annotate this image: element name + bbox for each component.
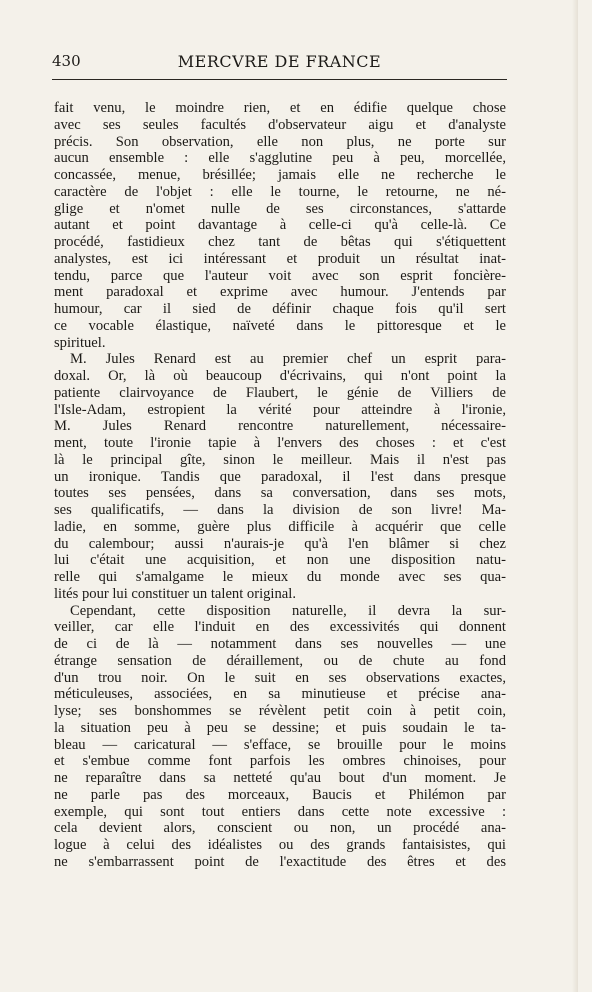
text-line: aucun ensemble : elle s'agglutine peu à peu, morcellée,: [54, 150, 506, 167]
header-rule: [52, 79, 507, 80]
text-line: relle qui s'amalgame le mieux du monde avec ses qua-: [54, 569, 506, 585]
text-line: glige et n'omet nulle de ses circonstances, s'attarde: [54, 200, 506, 217]
text-line: toutes ses pensées, dans sa conversation, dans ses mots,: [54, 485, 506, 502]
text-line: cela devient alors, conscient ou non, un procédé ana-: [54, 820, 506, 837]
body-text: [54, 100, 506, 871]
text-line: exemple, qui sont tout entiers dans cette note excessive :: [54, 803, 506, 820]
text-line: M. Jules Renard est au premier chef un esprit para-: [70, 351, 506, 368]
text-line: autant et point davantage à celle-ci qu'à celle-là. Ce: [54, 217, 506, 234]
text-line: ladie, en somme, guère plus difficile à acquérir que celle: [54, 518, 506, 535]
text-line: méticuleuses, associées, en sa minutieuse et précise ana-: [54, 686, 506, 703]
text-line: d'un trou noir. On le suit en ses observations exactes,: [54, 669, 506, 686]
running-title: MERCVRE DE FRANCE: [177, 52, 382, 71]
text-line: avec ses seules facultés d'observateur aigu et d'analyste: [54, 116, 506, 133]
text-line: ne reparaître dans sa netteté qu'au bout d'un moment. Je: [54, 770, 506, 786]
text-line: la situation peu à peu se dessine; et puis soudain le ta-: [54, 719, 506, 736]
page-edge-shadow: [572, 0, 578, 992]
text-line: précis. Son observation, elle non plus, ne porte sur: [54, 133, 506, 150]
text-line: ment paradoxal et exprime avec humour. J'entends par: [54, 284, 506, 301]
text-line: étrange sensation de déraillement, ou de chute au fond: [54, 652, 506, 669]
text-line: logue à celui des idéalistes ou des grands fantaisistes, qui: [54, 837, 506, 853]
text-line: caractère de l'objet : elle le tourne, le retourne, ne né-: [54, 183, 506, 200]
text-line: concassée, menue, brésillée; jamais elle ne recherche le: [54, 167, 506, 183]
text-line: lui c'était une acquisition, et non une disposition natu-: [54, 552, 506, 569]
text-line: un ironique. Tandis que paradoxal, il l'est dans presque: [54, 468, 506, 485]
text-line: spirituel.: [54, 334, 106, 351]
text-line: lyse; ses bonshommes se révèlent petit coin à petit coin,: [54, 703, 506, 719]
text-line: doxal. Or, là où beaucoup d'écrivains, qui n'ont point la: [54, 368, 506, 384]
page-number: 430: [52, 52, 81, 70]
text-line: lités pour lui constituer un talent original.: [54, 585, 296, 602]
text-line: ne parle pas des morceaux, Baucis et Philémon par: [54, 786, 506, 803]
text-line: M. Jules Renard rencontre naturellement, nécessaire-: [54, 418, 506, 435]
page-header: [52, 52, 507, 80]
text-line: ne s'embarrassent point de l'exactitude des êtres et des: [54, 853, 506, 870]
text-line: fait venu, le moindre rien, et en édifie quelque chose: [54, 100, 506, 116]
text-line: l'Isle-Adam, estropient la vérité pour atteindre à l'ironie,: [54, 401, 506, 418]
text-line: là le principal gîte, sinon le meilleur. Mais il n'est pas: [54, 451, 506, 468]
text-line: ment, toute l'ironie tapie à l'envers des choses : et c'est: [54, 435, 506, 451]
text-line: ce vocable élastique, naïveté dans le pittoresque et le: [54, 317, 506, 334]
text-line: du calembour; aussi n'aurais-je qu'à l'en blâmer si chez: [54, 535, 506, 552]
text-line: bleau — caricatural — s'efface, se brouille pour le moins: [54, 736, 506, 753]
text-line: patiente clairvoyance de Flaubert, le génie de Villiers de: [54, 384, 506, 401]
text-line: procédé, fastidieux chez tant de bêtas qui s'étiquettent: [54, 234, 506, 250]
text-line: humour, car il sied de définir chaque fois qu'il sert: [54, 301, 506, 317]
text-line: Cependant, cette disposition naturelle, il devra la sur-: [70, 602, 506, 619]
text-line: tendu, parce que l'auteur voit avec son esprit foncière-: [54, 267, 506, 284]
text-line: veiller, car elle l'induit en des excessivités qui donnent: [54, 619, 506, 636]
text-line: de ci de là — notamment dans ses nouvelles — une: [54, 636, 506, 652]
text-line: et s'embue comme font parfois les ombres chinoises, pour: [54, 753, 506, 770]
text-line: ses qualificatifs, — dans la division de son livre! Ma-: [54, 502, 506, 518]
text-line: analystes, est ici intéressant et produit un résultat inat-: [54, 250, 506, 267]
